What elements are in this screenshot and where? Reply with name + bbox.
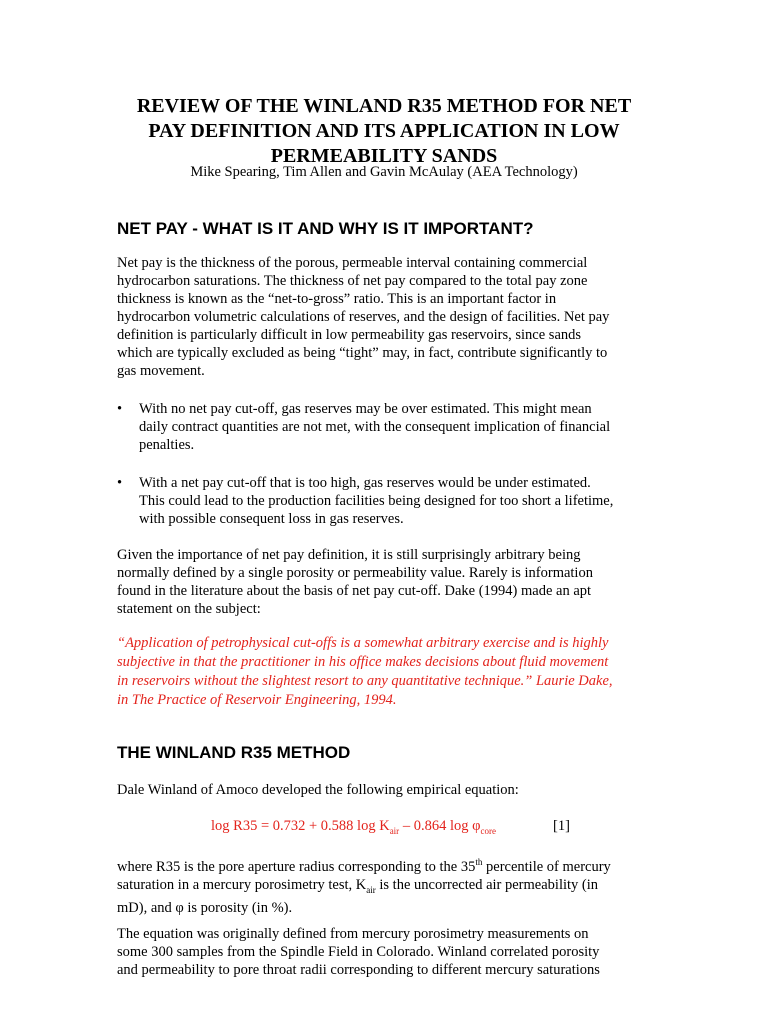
equation-expression <box>211 818 496 834</box>
text-line: With a net pay cut-off that is too high, gas reserves would be under estimated. <box>139 475 591 491</box>
text-line: some 300 samples from the Spindle Field in Colorado. Winland correlated porosity <box>117 944 600 960</box>
text-span: is the uncorrected air permeability (in <box>375 876 599 893</box>
text-line: definition is particularly difficult in low permeability gas reservoirs, since sands <box>117 327 582 343</box>
text-line: Given the importance of net pay definition, it is still surprisingly arbitrary being <box>117 547 581 563</box>
equation-part: – 0.864 log φ <box>399 818 481 834</box>
title-line-2: PAY DEFINITION AND ITS APPLICATION IN LOW <box>148 120 620 142</box>
text-line: daily contract quantities are not met, with the consequent implication of financial <box>139 419 611 435</box>
text-line: found in the literature about the basis of net pay cut-off. Dake (1994) made an apt <box>117 583 592 599</box>
winland-equation <box>211 817 570 840</box>
section-heading-net-pay: NET PAY - WHAT IS IT AND WHY IS IT IMPORTANT? <box>117 219 534 238</box>
quote-line: in The Practice of Reservoir Engineering, 1994. <box>117 692 397 708</box>
text-line: This could lead to the production facilities being designed for too short a lifetime, <box>139 493 614 509</box>
title-line-3: PERMEABILITY SANDS <box>270 145 498 167</box>
equation-subscript: core <box>480 825 496 836</box>
bullet-icon: • <box>117 401 123 417</box>
equation-part: log R35 = 0.732 + 0.588 log K <box>211 818 390 834</box>
bullet-text <box>139 400 610 454</box>
text-span: saturation in a mercury porosimetry test, K <box>117 876 367 893</box>
bullet-icon: • <box>117 475 123 491</box>
text-line: With no net pay cut-off, gas reserves may be over estimated. This might mean <box>139 401 592 417</box>
superscript: th <box>475 857 483 867</box>
equation-subscript: air <box>389 825 400 836</box>
text-span: where R35 is the pore aperture radius corresponding to the 35 <box>117 858 476 875</box>
quote-line: “Application of petrophysical cut-offs is a somewhat arbitrary exercise and is highly <box>117 635 609 651</box>
text-line: penalties. <box>139 437 195 453</box>
text-line: Dale Winland of Amoco developed the following empirical equation: <box>117 782 519 798</box>
paragraph-importance <box>117 546 657 618</box>
paragraph-where <box>117 853 657 917</box>
text-line: with possible consequent loss in gas reserves. <box>139 511 404 527</box>
text-line: and permeability to pore throat radii corresponding to different mercury saturations <box>117 962 600 978</box>
authors-line: Mike Spearing, Tim Allen and Gavin McAulay (AEA Technology) <box>190 164 578 180</box>
quote-line: subjective in that the practitioner in his office makes decisions about fluid movement <box>117 654 609 670</box>
subscript: air <box>366 884 376 895</box>
text-line: Net pay is the thickness of the porous, permeable interval containing commercial <box>117 255 588 271</box>
text-line <box>117 876 657 899</box>
text-line <box>117 853 657 876</box>
title-line-1: REVIEW OF THE WINLAND R35 METHOD FOR NET <box>136 95 632 117</box>
text-line: The equation was originally defined from mercury porosimetry measurements on <box>117 926 589 942</box>
text-line: which are typically excluded as being “tight” may, in fact, contribute significantly to <box>117 345 608 361</box>
text-line: statement on the subject: <box>117 601 261 617</box>
paragraph-net-pay-definition <box>117 254 657 380</box>
text-line: mD), and φ is porosity (in %). <box>117 899 293 916</box>
paragraph-equation-origin <box>117 925 657 979</box>
quote-line: in reservoirs without the slightest resort to any quantitative technique.” Laurie Dake, <box>117 673 613 689</box>
bullet-text <box>139 474 613 528</box>
section-heading-winland: THE WINLAND R35 METHOD <box>117 743 351 762</box>
text-line: hydrocarbon saturations. The thickness of net pay compared to the total pay zone <box>117 273 588 289</box>
dake-quote <box>117 634 657 710</box>
paper-title <box>100 94 668 169</box>
equation-number: [1] <box>553 818 570 834</box>
text-span: percentile of mercury <box>482 858 611 875</box>
text-line: normally defined by a single porosity or permeability value. Rarely is information <box>117 565 593 581</box>
text-line: thickness is known as the “net-to-gross” ratio. This is an important factor in <box>117 291 557 307</box>
paragraph-winland-intro <box>117 781 657 799</box>
text-line: gas movement. <box>117 363 205 379</box>
text-line: hydrocarbon volumetric calculations of reserves, and the design of facilities. Net pay <box>117 309 610 325</box>
